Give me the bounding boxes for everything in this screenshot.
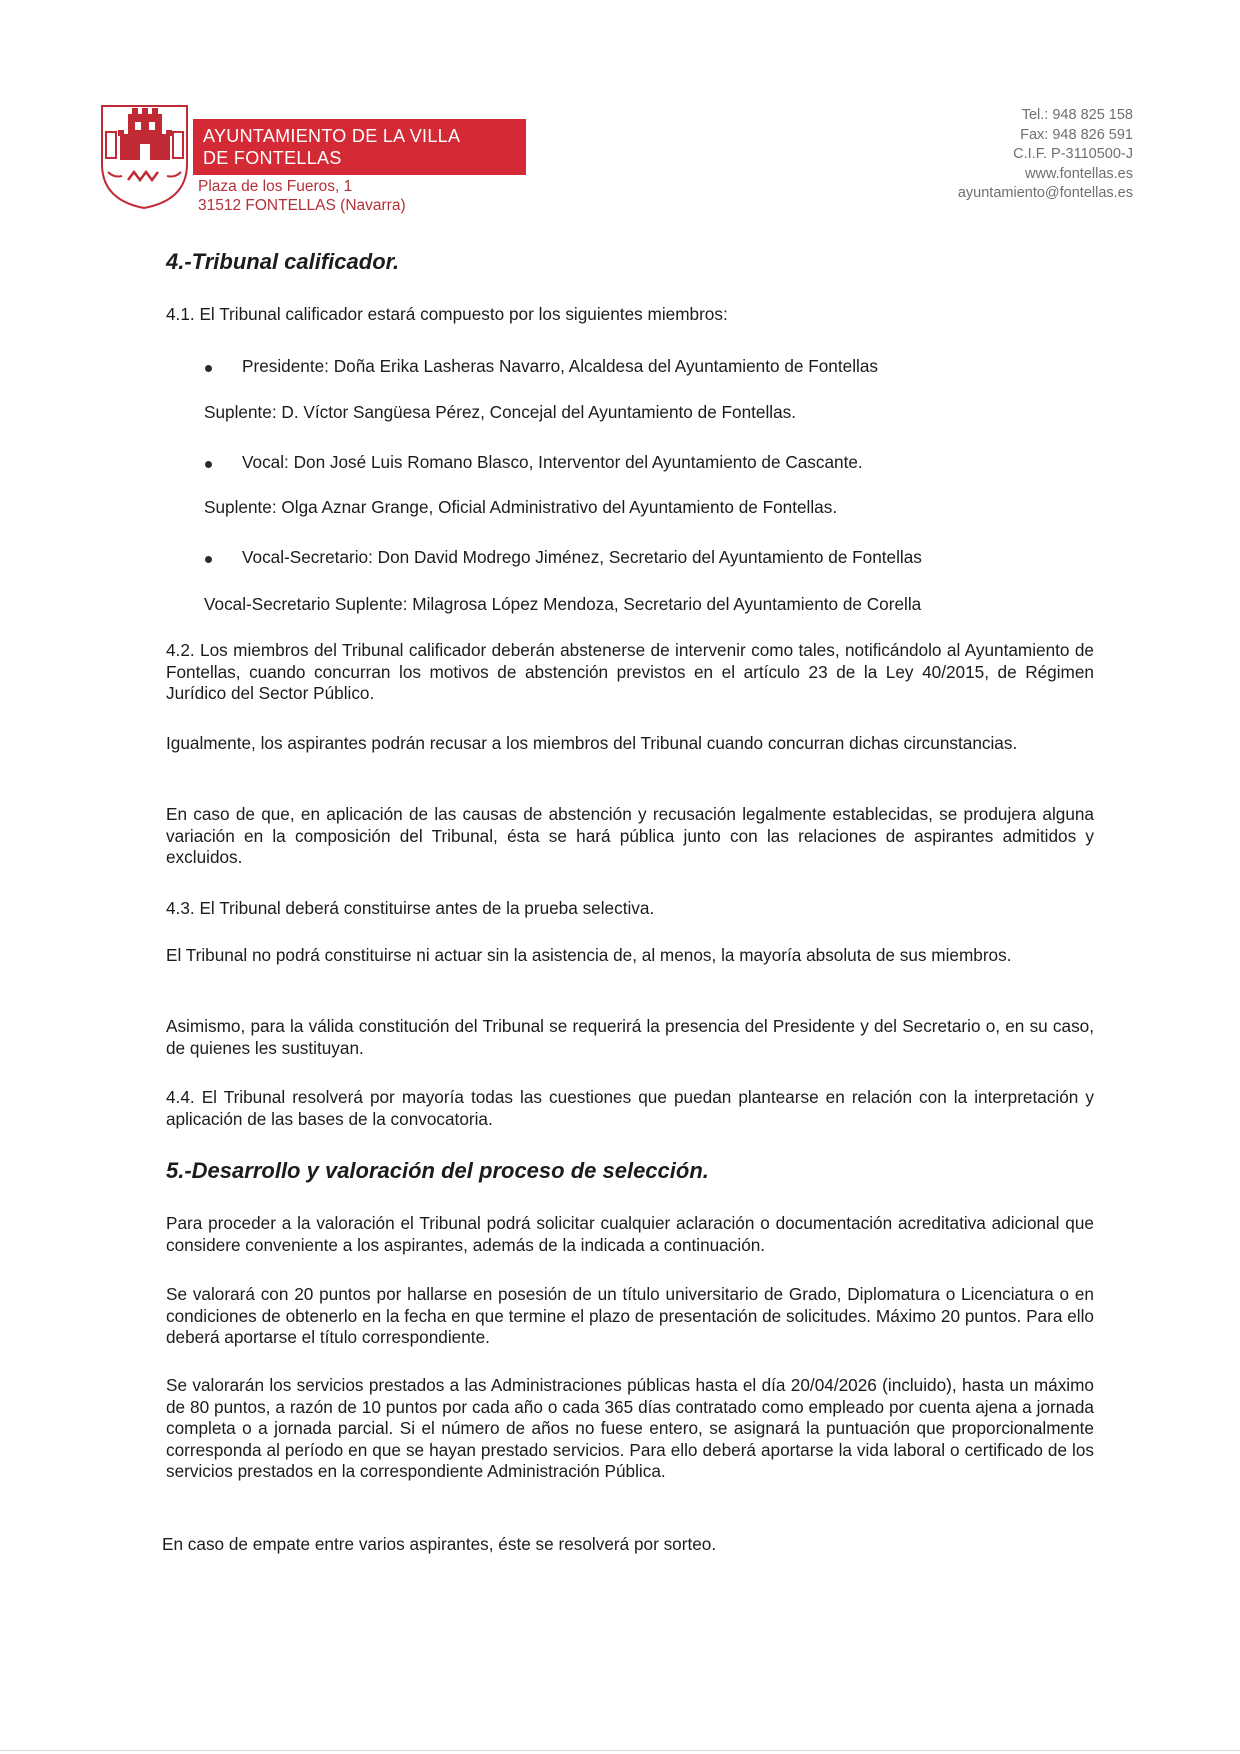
- member-vocal-substitute: Suplente: Olga Aznar Grange, Oficial Administrativo del Ayuntamiento de Fontellas.: [204, 497, 838, 517]
- contact-block: [958, 106, 1133, 204]
- paragraph-empate: En caso de empate entre varios aspirantes, éste se resolverá por sorteo.: [162, 1534, 717, 1554]
- member-secretary-substitute: Vocal-Secretario Suplente: Milagrosa López Mendoza, Secretario del Ayuntamiento de Corella: [204, 594, 922, 614]
- paragraph-4-3: 4.3. El Tribunal deberá constituirse antes de la prueba selectiva.: [166, 898, 655, 918]
- castle-crest-icon: [98, 102, 191, 212]
- paragraph-asimismo: Asimismo, para la válida constitución del Tribunal se requerirá la presencia del Presidente y del Secretario o, en su caso, de quienes les sustituyan.: [166, 1016, 1094, 1058]
- website-link[interactable]: www.fontellas.es: [1025, 165, 1133, 182]
- org-banner: [193, 119, 526, 175]
- phone: Tel.: 948 825 158: [1021, 107, 1133, 123]
- paragraph-4-4: 4.4. El Tribunal resolverá por mayoría todas las cuestiones que puedan plantearse en relación con la interpretación y aplicación de las bases de la convocatoria.: [166, 1087, 1094, 1129]
- paragraph-igualmente: Igualmente, los aspirantes podrán recusar a los miembros del Tribunal cuando concurran dichas circunstancias.: [166, 733, 1018, 753]
- paragraph-no-podra: El Tribunal no podrá constituirse ni actuar sin la asistencia de, al menos, la mayoría absoluta de sus miembros.: [166, 945, 1012, 965]
- paragraph-en-caso: En caso de que, en aplicación de las causas de abstención y recusación legalmente establecidas, se produjera alguna variación en la composición del Tribunal, ésta se hará pública junto con las relaciones de aspirantes admitidos y excluidos.: [166, 804, 1094, 867]
- bullet-icon: [205, 556, 212, 563]
- bullet-icon: [205, 365, 212, 372]
- org-address: [198, 177, 406, 215]
- section5-heading: 5.-Desarrollo y valoración del proceso de selección.: [166, 1158, 709, 1183]
- section4-heading: 4.-Tribunal calificador.: [166, 249, 400, 274]
- paragraph-proceder: Para proceder a la valoración el Tribunal podrá solicitar cualquier aclaración o documentación acreditativa adicional que considere conveniente a los aspirantes, además de la indicada a continuación.: [166, 1213, 1094, 1255]
- cif: C.I.F. P-3110500-J: [1013, 146, 1133, 163]
- email-link[interactable]: ayuntamiento@fontellas.es: [957, 185, 1133, 202]
- org-name-line2: DE FONTELLAS: [203, 148, 342, 168]
- member-vocal: Vocal: Don José Luis Romano Blasco, Interventor del Ayuntamiento de Cascante.: [242, 452, 863, 472]
- org-name-line1: AYUNTAMIENTO DE LA VILLA: [203, 126, 461, 146]
- fax: Fax: 948 826 591: [1020, 126, 1133, 143]
- member-president: Presidente: Doña Erika Lasheras Navarro, Alcaldesa del Ayuntamiento de Fontellas: [242, 356, 878, 376]
- page-bottom-rule: [0, 1750, 1240, 1751]
- paragraph-titulo: Se valorará con 20 puntos por hallarse en posesión de un título universitario de Grado, Diplomatura o Licenciatura o en condiciones de obtenerlo en la fecha en que termine el plazo de presentación de solicitudes. Máximo 20 puntos. Para ello deberá aportarse el título correspondiente.: [166, 1284, 1094, 1347]
- address-line2: 31512 FONTELLAS (Navarra): [198, 197, 406, 214]
- paragraph-servicios: Se valorarán los servicios prestados a las Administraciones públicas hasta el día 20/04/2026 (incluido), hasta un máximo de 80 puntos, a razón de 10 puntos por cada año o cada 365 días contratado como empleado por cuenta ajena a jornada completa o a jornada parcial. Si el número de años no fuese entero, se asignará la puntuación que proporcionalmente corresponda al período en que se hayan prestado servicios. Para ello deberá aportarse la vida laboral o certificado de los servicios prestados en la correspondiente Administración Pública.: [166, 1375, 1094, 1481]
- paragraph-4-2: 4.2. Los miembros del Tribunal calificador deberán abstenerse de intervenir como tales, notificándolo al Ayuntamiento de Fontellas, cuando concurran los motivos de abstención previstos en el artículo 23 de la Ley 40/2015, de Régimen Jurídico del Sector Público.: [166, 640, 1094, 703]
- paragraph-4-1: 4.1. El Tribunal calificador estará compuesto por los siguientes miembros:: [166, 304, 728, 324]
- bullet-icon: [205, 461, 212, 468]
- member-secretary: Vocal-Secretario: Don David Modrego Jiménez, Secretario del Ayuntamiento de Fontellas: [242, 547, 922, 567]
- address-line1: Plaza de los Fueros, 1: [198, 178, 353, 195]
- member-president-substitute: Suplente: D. Víctor Sangüesa Pérez, Concejal del Ayuntamiento de Fontellas.: [204, 402, 797, 422]
